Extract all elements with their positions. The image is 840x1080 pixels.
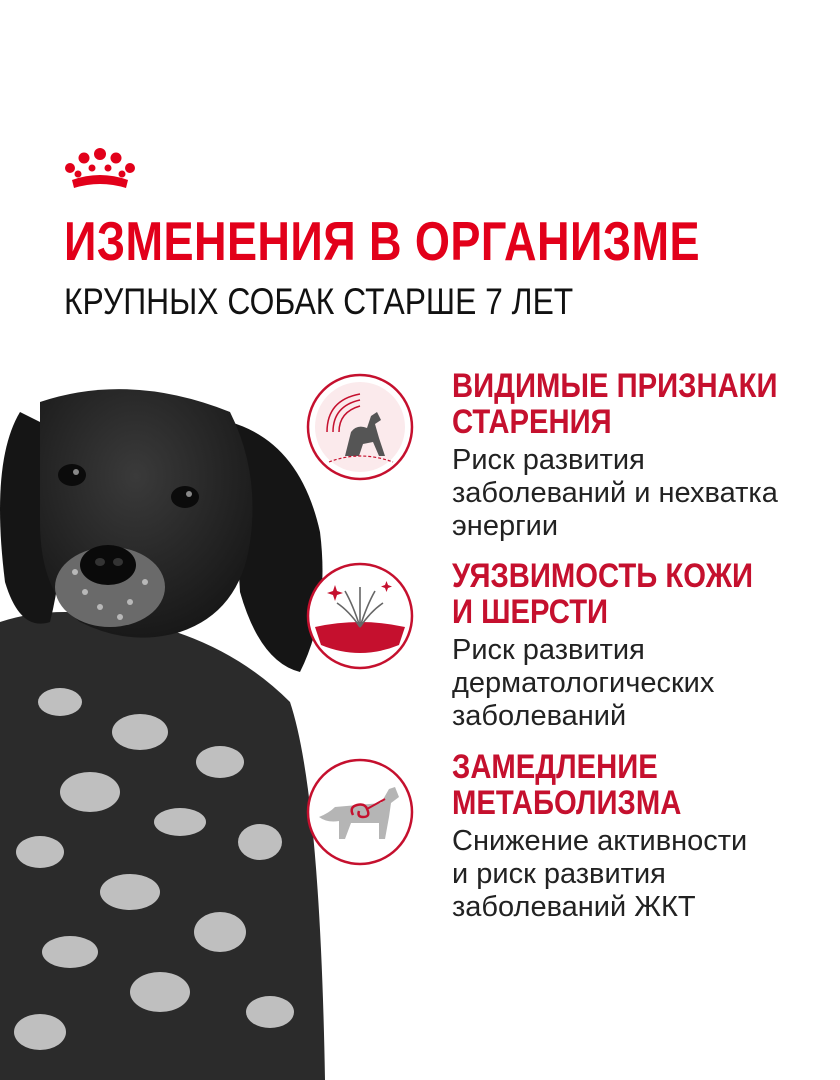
crown-logo-icon [64, 146, 136, 192]
skin-hair-icon [305, 561, 415, 671]
feature-1-heading-line2: СТАРЕНИЯ [452, 403, 612, 441]
dog-digestion-icon [305, 757, 415, 867]
feature-3-heading-line1: ЗАМЕДЛЕНИЕ [452, 748, 658, 786]
page-title: ИЗМЕНЕНИЯ В ОРГАНИЗМЕ [64, 210, 700, 272]
dog-photo [0, 372, 340, 1080]
feature-3-desc-line2: и риск развития [452, 858, 666, 890]
feature-2-desc-line1: Риск развития [452, 634, 645, 666]
feature-1-desc-line2: заболеваний и нехватка [452, 477, 778, 509]
page-subtitle: КРУПНЫХ СОБАК СТАРШЕ 7 ЛЕТ [64, 281, 574, 322]
feature-1-desc-line1: Риск развития [452, 444, 645, 476]
feature-2-desc-line2: дерматологических [452, 667, 715, 699]
feature-1-heading-line1: ВИДИМЫЕ ПРИЗНАКИ [452, 367, 778, 405]
feature-3-desc-line1: Снижение активности [452, 825, 748, 857]
feature-2-heading-line2: И ШЕРСТИ [452, 593, 609, 631]
aging-dog-icon [305, 372, 415, 482]
feature-2-heading-line1: УЯЗВИМОСТЬ КОЖИ [452, 557, 754, 595]
feature-3-desc-line3: заболеваний ЖКТ [452, 891, 696, 923]
feature-1-desc-line3: энергии [452, 510, 559, 542]
feature-2-desc-line3: заболеваний [452, 700, 627, 732]
feature-3-heading-line2: МЕТАБОЛИЗМА [452, 784, 682, 822]
